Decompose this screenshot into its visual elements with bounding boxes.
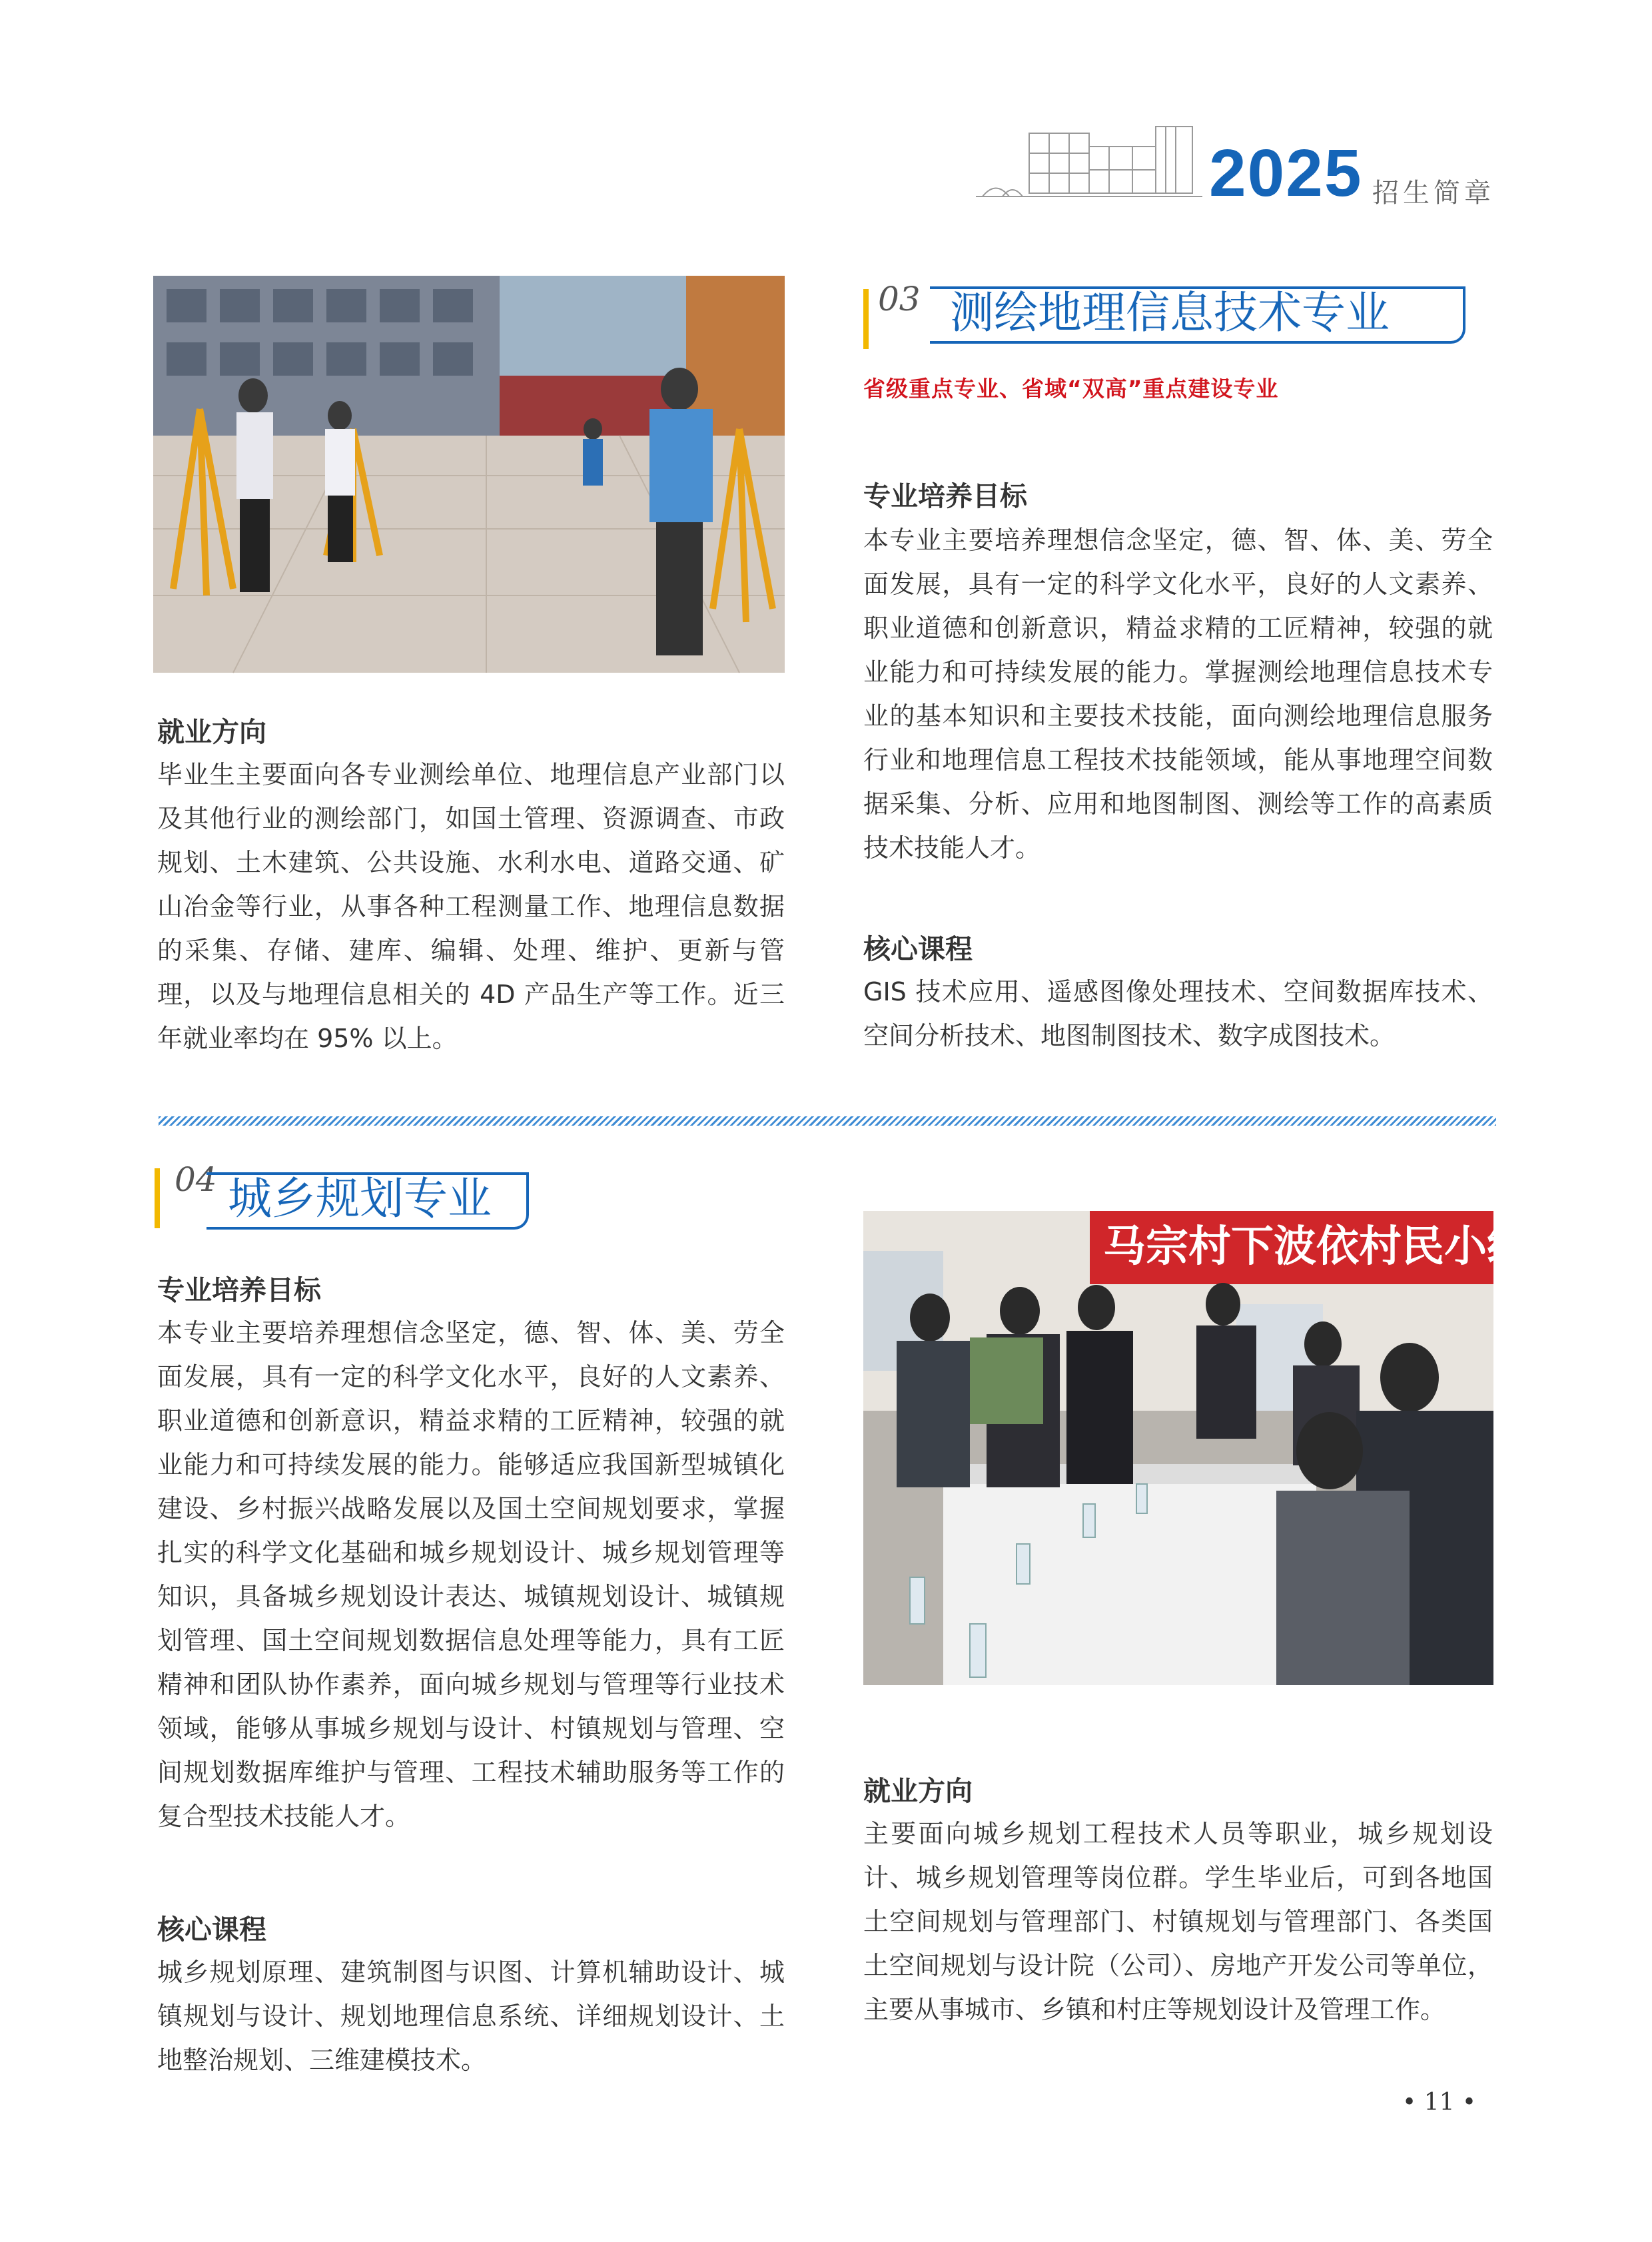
section04-goal-text: 本专业主要培养理想信念坚定，德、智、体、美、劳全面发展，具有一定的科学文化水平，良好的人文素养、职业道德和创新意识，精益求精的工匠精神，较强的就业能力和可持续发展的能力。能够适应我国新型城镇化建设、乡村振兴战略发展以及国土空间规划要求，掌握扎实的科学文化基础和城乡规划设计、城乡规划管理等知识，具备城乡规划设计表达、城镇规划设计、城镇规划管理、国土空间规划数据信息处理等能力，具有工匠精神和团队协作素养，面向城乡规划与管理等行业技术领域，能够从事城乡规划与设计、村镇规划与管理、空间规划数据库维护与管理、工程技术辅助服务等工作的复合型技术技能人才。: [157, 1318, 785, 1831]
section04-job-text: 主要面向城乡规划工程技术人员等职业，城乡规划设计、城乡规划管理等岗位群。学生毕业后，可到各地国土空间规划与管理部门、村镇规划与管理部门、各类国土空间规划与设计院（公司）、房地产开发公司等单位，主要从事城市、乡镇和村庄等规划设计及管理工作。: [863, 1819, 1493, 2024]
meeting-photo: [863, 1211, 1643, 1685]
section04-course-heading: 核心课程: [157, 1914, 266, 1946]
section03-header: [863, 280, 1476, 352]
section03-title: 测绘地理信息技术专业: [950, 287, 1390, 338]
section03-job-text: 毕业生主要面向各专业测绘单位、地理信息产业部门以及其他行业的测绘部门，如国土管理、资源调查、市政规划、土木建筑、公共设施、水利水电、道路交通、矿山冶金等行业，从事各种工程测量工作、地理信息数据的采集、存储、建库、编辑、处理、维护、更新与管理，以及与地理信息相关的 4D 产品生产等工作。近三年就业率均在 95% 以上。: [157, 760, 785, 1053]
section03-accent-bar: [863, 289, 869, 349]
section04-header: [155, 1160, 541, 1230]
section04-job-heading: 就业方向: [863, 1775, 973, 1807]
page-number: • 11 •: [1402, 2089, 1477, 2116]
section03-goal-text: 本专业主要培养理想信念坚定，德、智、体、美、劳全面发展，具有一定的科学文化水平，良好的人文素养、职业道德和创新意识，精益求精的工匠精神，较强的就业能力和可持续发展的能力。掌握测绘地理信息技术专业的基本知识和主要技术技能，面向测绘地理信息服务行业和地理信息工程技术技能领域，能从事地理空间数据采集、分析、应用和地图制图、测绘等工作的高素质技术技能人才。: [863, 526, 1493, 863]
section04-number: 04: [175, 1160, 217, 1199]
section04-accent-bar: [155, 1168, 160, 1228]
header-year: 2025: [1209, 136, 1363, 210]
surveying-photo: [153, 276, 785, 673]
photo-banner-text: 马宗村下波依村民小组“干部: [1103, 1222, 1643, 1272]
building-sketch-icon: [976, 120, 1202, 206]
section03-job-heading: 就业方向: [157, 716, 266, 748]
header-subtitle: 招生简章: [1372, 178, 1495, 208]
section-divider: [159, 1116, 1496, 1126]
section03-number: 03: [878, 280, 921, 318]
section03-course-heading: 核心课程: [863, 933, 973, 965]
section04-goal-heading: 专业培养目标: [157, 1274, 321, 1306]
section04-title: 城乡规划专业: [228, 1173, 492, 1224]
section03-tagline: 省级重点专业、省域“双高”重点建设专业: [863, 376, 1279, 402]
section03-goal-heading: 专业培养目标: [863, 480, 1027, 512]
section04-course-text: 城乡规划原理、建筑制图与识图、计算机辅助设计、城镇规划与设计、规划地理信息系统、详细规划设计、土地整治规划、三维建模技术。: [157, 1958, 785, 2075]
section03-course-text: GIS 技术应用、遥感图像处理技术、空间数据库技术、空间分析技术、地图制图技术、数字成图技术。: [863, 977, 1493, 1050]
